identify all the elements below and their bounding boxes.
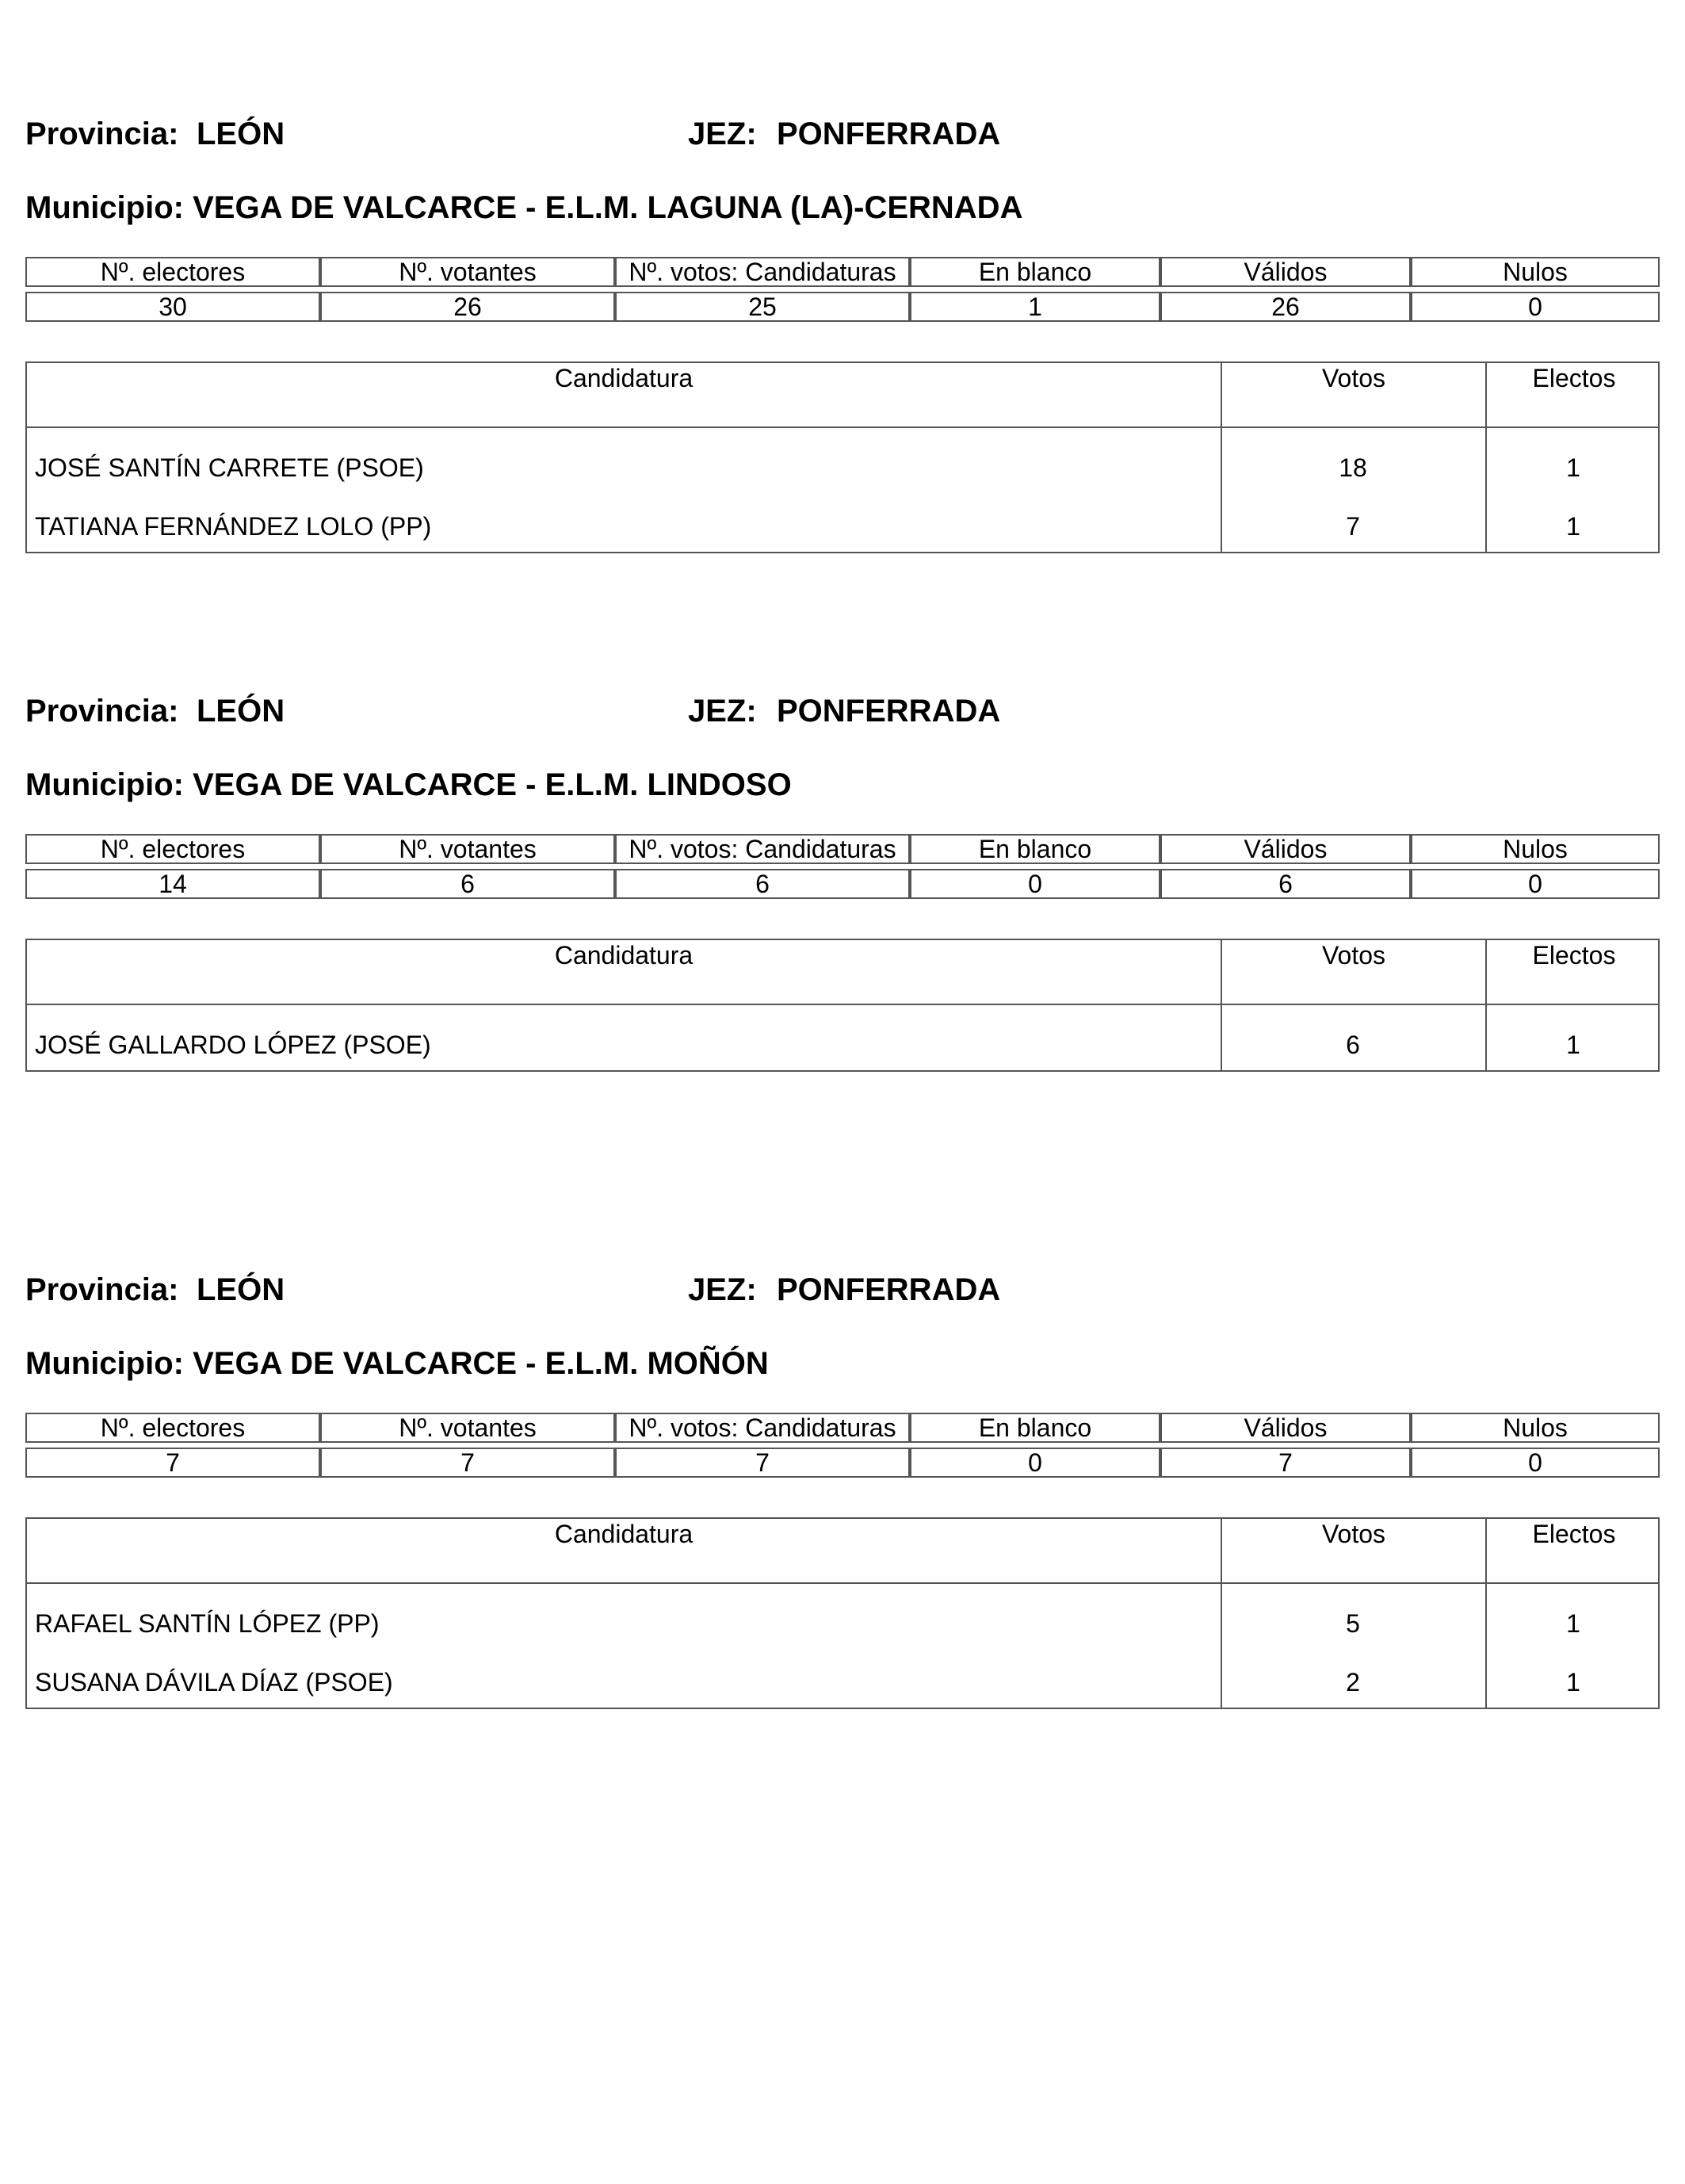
summary-value-nulos: 0	[1411, 869, 1660, 899]
candidate-name: RAFAEL SANTÍN LÓPEZ (PP)	[35, 1609, 380, 1638]
result-section-2	[25, 691, 1660, 1072]
candidate-votos: 5	[1346, 1609, 1360, 1638]
candidate-row	[27, 1584, 1658, 1650]
result-section-1	[25, 114, 1660, 558]
summary-value-row	[25, 292, 1660, 322]
provincia-label: Provincia:	[25, 117, 179, 151]
candidate-row	[27, 1005, 1658, 1070]
candidates-header-row	[27, 363, 1658, 428]
summary-header-electores: Nº. electores	[25, 1413, 320, 1443]
candidate-electos: 1	[1566, 1609, 1580, 1638]
candidates-header-row	[27, 1519, 1658, 1584]
provincia-label: Provincia:	[25, 1272, 179, 1307]
summary-header-votos-candidaturas: Nº. votos: Candidaturas	[615, 834, 910, 864]
electos-header: Electos	[1485, 940, 1661, 1004]
province-header	[25, 691, 1660, 731]
summary-value-nulos: 0	[1411, 1448, 1660, 1478]
summary-value-electores: 14	[25, 869, 320, 899]
summary-header-votantes: Nº. votantes	[320, 834, 615, 864]
municipio-label: Municipio:	[25, 1346, 184, 1381]
candidate-row	[27, 428, 1658, 495]
candidate-row	[27, 1650, 1658, 1708]
summary-value-votos-candidaturas: 25	[615, 292, 910, 322]
summary-header-votos-candidaturas: Nº. votos: Candidaturas	[615, 1413, 910, 1443]
candidate-votos: 2	[1346, 1668, 1360, 1696]
summary-header-validos: Válidos	[1160, 834, 1411, 864]
summary-header-row	[25, 834, 1660, 864]
candidates-table	[25, 1517, 1660, 1709]
candidate-electos: 1	[1566, 453, 1580, 482]
summary-value-electores: 30	[25, 292, 320, 322]
candidate-votos: 6	[1346, 1031, 1360, 1059]
summary-value-nulos: 0	[1411, 292, 1660, 322]
candidates-header-row	[27, 940, 1658, 1005]
candidate-votos: 18	[1339, 453, 1367, 482]
candidate-electos: 1	[1566, 1668, 1580, 1696]
candidates-body	[27, 428, 1658, 552]
summary-header-nulos: Nulos	[1411, 257, 1660, 287]
summary-header-en-blanco: En blanco	[910, 834, 1160, 864]
candidate-name: JOSÉ GALLARDO LÓPEZ (PSOE)	[35, 1031, 431, 1059]
candidatura-header: Candidatura	[554, 364, 693, 392]
province-header	[25, 1270, 1660, 1310]
candidatura-header: Candidatura	[554, 941, 693, 970]
summary-value-row	[25, 869, 1660, 899]
summary-value-validos: 26	[1160, 292, 1411, 322]
candidate-votos: 7	[1346, 512, 1360, 541]
summary-value-row	[25, 1448, 1660, 1478]
municipio-value: VEGA DE VALCARCE - E.L.M. LAGUNA (LA)-CERNADA	[193, 190, 1023, 225]
municipio-value: VEGA DE VALCARCE - E.L.M. MOÑÓN	[193, 1346, 769, 1381]
candidates-body	[27, 1584, 1658, 1708]
jez-value: PONFERRADA	[777, 1272, 1001, 1307]
summary-value-en-blanco: 0	[910, 869, 1160, 899]
summary-value-votantes: 26	[320, 292, 615, 322]
candidate-row	[27, 495, 1658, 552]
summary-value-electores: 7	[25, 1448, 320, 1478]
electos-header: Electos	[1485, 1519, 1661, 1582]
provincia-value: LEÓN	[197, 117, 285, 151]
summary-header-nulos: Nulos	[1411, 1413, 1660, 1443]
municipio-header	[25, 765, 792, 805]
summary-value-validos: 7	[1160, 1448, 1411, 1478]
electos-header: Electos	[1485, 363, 1661, 426]
candidate-electos: 1	[1566, 512, 1580, 541]
summary-header-votantes: Nº. votantes	[320, 257, 615, 287]
votos-header: Votos	[1221, 940, 1485, 1004]
summary-value-votantes: 6	[320, 869, 615, 899]
summary-header-row	[25, 257, 1660, 287]
provincia-label: Provincia:	[25, 694, 179, 729]
summary-value-votos-candidaturas: 7	[615, 1448, 910, 1478]
municipio-label: Municipio:	[25, 190, 184, 225]
summary-header-row	[25, 1413, 1660, 1443]
municipio-header	[25, 1344, 769, 1383]
candidates-table	[25, 361, 1660, 553]
summary-header-votantes: Nº. votantes	[320, 1413, 615, 1443]
summary-value-validos: 6	[1160, 869, 1411, 899]
summary-value-en-blanco: 1	[910, 292, 1160, 322]
jez-label: JEZ:	[688, 117, 757, 151]
summary-header-en-blanco: En blanco	[910, 1413, 1160, 1443]
jez-value: PONFERRADA	[777, 117, 1001, 151]
municipio-value: VEGA DE VALCARCE - E.L.M. LINDOSO	[193, 767, 792, 802]
candidate-name: JOSÉ SANTÍN CARRETE (PSOE)	[35, 453, 424, 482]
jez-label: JEZ:	[688, 694, 757, 729]
provincia-value: LEÓN	[197, 1272, 285, 1307]
jez-label: JEZ:	[688, 1272, 757, 1307]
summary-header-votos-candidaturas: Nº. votos: Candidaturas	[615, 257, 910, 287]
candidate-electos: 1	[1566, 1031, 1580, 1059]
municipio-label: Municipio:	[25, 767, 184, 802]
summary-value-votantes: 7	[320, 1448, 615, 1478]
jez-value: PONFERRADA	[777, 694, 1001, 729]
candidate-name: SUSANA DÁVILA DÍAZ (PSOE)	[35, 1668, 393, 1696]
municipio-header	[25, 188, 1022, 228]
summary-header-validos: Válidos	[1160, 1413, 1411, 1443]
summary-header-electores: Nº. electores	[25, 257, 320, 287]
summary-header-en-blanco: En blanco	[910, 257, 1160, 287]
summary-table	[25, 257, 1660, 322]
votos-header: Votos	[1221, 1519, 1485, 1582]
candidate-name: TATIANA FERNÁNDEZ LOLO (PP)	[35, 512, 432, 541]
summary-header-validos: Válidos	[1160, 257, 1411, 287]
candidates-table	[25, 939, 1660, 1072]
candidates-body	[27, 1005, 1658, 1070]
summary-header-electores: Nº. electores	[25, 834, 320, 864]
result-section-3	[25, 1270, 1660, 1714]
province-header	[25, 114, 1660, 154]
summary-value-votos-candidaturas: 6	[615, 869, 910, 899]
summary-table	[25, 1413, 1660, 1478]
summary-table	[25, 834, 1660, 899]
summary-header-nulos: Nulos	[1411, 834, 1660, 864]
candidatura-header: Candidatura	[554, 1520, 693, 1548]
votos-header: Votos	[1221, 363, 1485, 426]
summary-value-en-blanco: 0	[910, 1448, 1160, 1478]
provincia-value: LEÓN	[197, 694, 285, 729]
